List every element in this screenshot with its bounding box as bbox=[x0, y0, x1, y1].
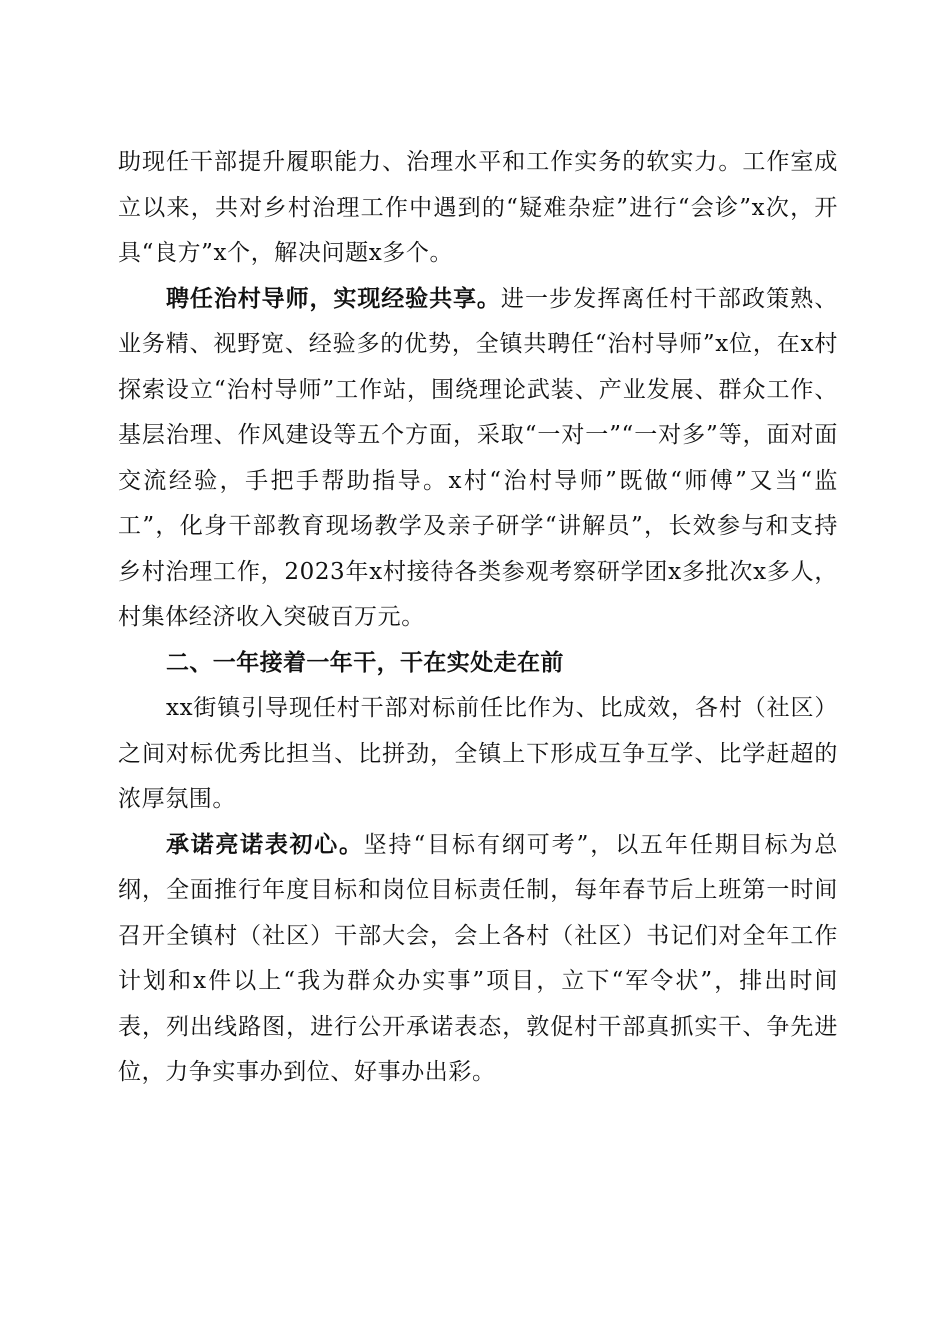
paragraph-continuation bbox=[118, 140, 838, 277]
paragraph-section-intro bbox=[118, 686, 838, 823]
paragraph-text: 坚持“目标有纲可考”，以五年任期目标为总纲，全面推行年度目标和岗位目标责任制，每年春节后上班第一时间召开全镇村（社区）干部大会，会上各村（社区）书记们对全年工作计划和x件以上“我为群众办实事”项目，立下“军令状”，排出时间表，列出线路图，进行公开承诺表态，敦促村干部真抓实干、争先进位，力争实事办到位、好事办出彩。 bbox=[118, 831, 838, 1085]
document-body bbox=[118, 140, 838, 1096]
paragraph-commitment bbox=[118, 823, 838, 1096]
section-heading: 二、一年接着一年干，干在实处走在前 bbox=[166, 649, 564, 676]
paragraph-text: xx街镇引导现任村干部对标前任比作为、比成效，各村（社区）之间对标优秀比担当、比拼劲，全镇上下形成互争互学、比学赶超的浓厚氛围。 bbox=[118, 695, 838, 812]
paragraph-village-mentors bbox=[118, 277, 838, 641]
paragraph-text: 进一步发挥离任村干部政策熟、业务精、视野宽、经验多的优势，全镇共聘任“治村导师”x位，在x村探索设立“治村导师”工作站，围绕理论武装、产业发展、群众工作、基层治理、作风建设等五个方面，采取“一对一”“一对多”等，面对面交流经验，手把手帮助指导。x村“治村导师”既做“师傅”又当“监工”，化身干部教育现场教学及亲子研学“讲解员”，长效参与和支持乡村治理工作，2023年x村接待各类参观考察研学团x多批次x多人，村集体经济收入突破百万元。 bbox=[118, 285, 838, 630]
paragraph-lead-heading: 聘任治村导师，实现经验共享。 bbox=[166, 285, 501, 312]
paragraph-text: 助现任干部提升履职能力、治理水平和工作实务的软实力。工作室成立以来，共对乡村治理工作中遇到的“疑难杂症”进行“会诊”x次，开具“良方”x个，解决问题x多个。 bbox=[118, 149, 838, 266]
paragraph-lead-heading: 承诺亮诺表初心。 bbox=[166, 831, 364, 858]
